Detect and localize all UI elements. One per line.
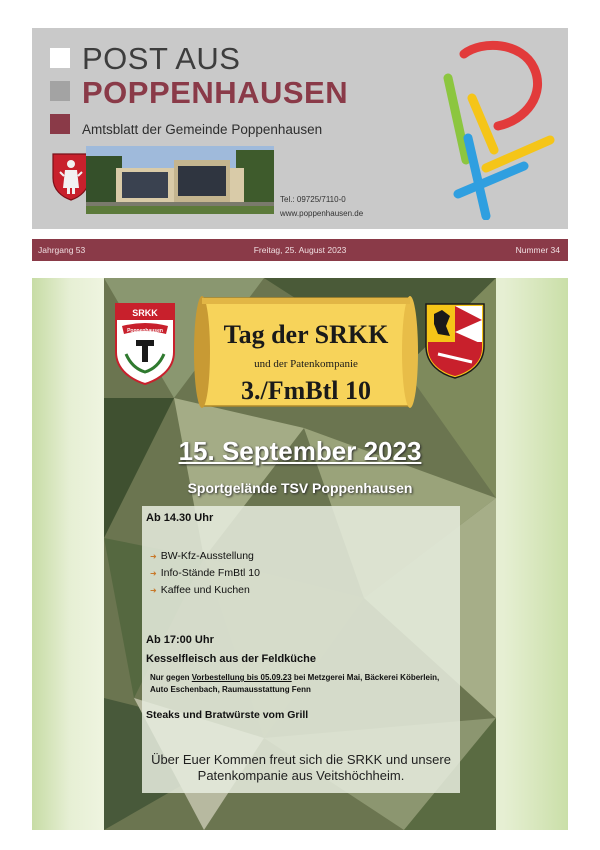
arrow-icon: ➜: [150, 586, 157, 595]
unit-coat-of-arms-icon: [424, 302, 486, 380]
program-list: [150, 548, 260, 599]
badge-text: SRKK: [132, 308, 158, 318]
kesselfleisch-heading: Kesselfleisch aus der Feldküche: [146, 653, 316, 665]
unit-name: 3./FmBtl 10: [241, 376, 371, 405]
town-hall-photo: [86, 146, 274, 214]
grey-square: [50, 81, 70, 101]
program-start-time: Ab 14.30 Uhr: [146, 512, 214, 524]
contact-info: [280, 193, 363, 221]
list-item: ➜ BW-Kfz-Ausstellung: [150, 550, 254, 562]
evening-start-time: Ab 17:00 Uhr: [146, 634, 214, 646]
event-poster: [104, 278, 496, 830]
list-item: ➜ Info-Stände FmBtl 10: [150, 567, 260, 579]
arrow-icon: ➜: [150, 569, 157, 578]
phone-number: Tel.: 09725/7110-0: [280, 195, 346, 204]
srkk-badge-icon: [114, 302, 176, 386]
issue-number: Nummer 34: [515, 245, 560, 255]
poster-area: [32, 278, 568, 830]
masthead: [32, 28, 568, 229]
volume-label: Jahrgang 53: [38, 245, 86, 255]
masthead-title-line2: POPPENHAUSEN: [82, 75, 349, 110]
red-square: [50, 114, 70, 134]
event-venue: Sportgelände TSV Poppenhausen: [187, 480, 413, 496]
badge-subtext: Poppenhausen: [127, 328, 163, 334]
white-square: [50, 48, 70, 68]
program-panel: [142, 506, 460, 793]
title-scroll-text: [190, 290, 422, 412]
masthead-subtitle: Amtsblatt der Gemeinde Poppenhausen: [82, 122, 323, 137]
masthead-title-line1: POST AUS: [82, 41, 241, 76]
grill-heading: Steaks und Bratwürste vom Grill: [146, 709, 309, 721]
preorder-note: Nur gegen Vorbestellung bis 05.09.23 bei Metzgerei Mai, Bäckerei Köberlein, Auto Eschenbach, Raumausstattung Fenn: [150, 673, 440, 694]
list-item: ➜ Kaffee und Kuchen: [150, 584, 250, 596]
event-date: 15. September 2023: [178, 436, 422, 466]
poppenhausen-logo-icon: [442, 38, 557, 220]
event-subtitle: und der Patenkompanie: [254, 358, 358, 370]
closing-message: Über Euer Kommen freut sich die SRKK und unsere Patenkompanie aus Veitshöchheim.: [151, 752, 451, 783]
issue-date: Freitag, 25. August 2023: [253, 245, 347, 255]
arrow-icon: ➜: [150, 552, 157, 561]
website-link[interactable]: www.poppenhausen.de: [280, 209, 364, 218]
event-title: Tag der SRKK: [223, 320, 389, 349]
issue-info-bar: [32, 239, 568, 261]
